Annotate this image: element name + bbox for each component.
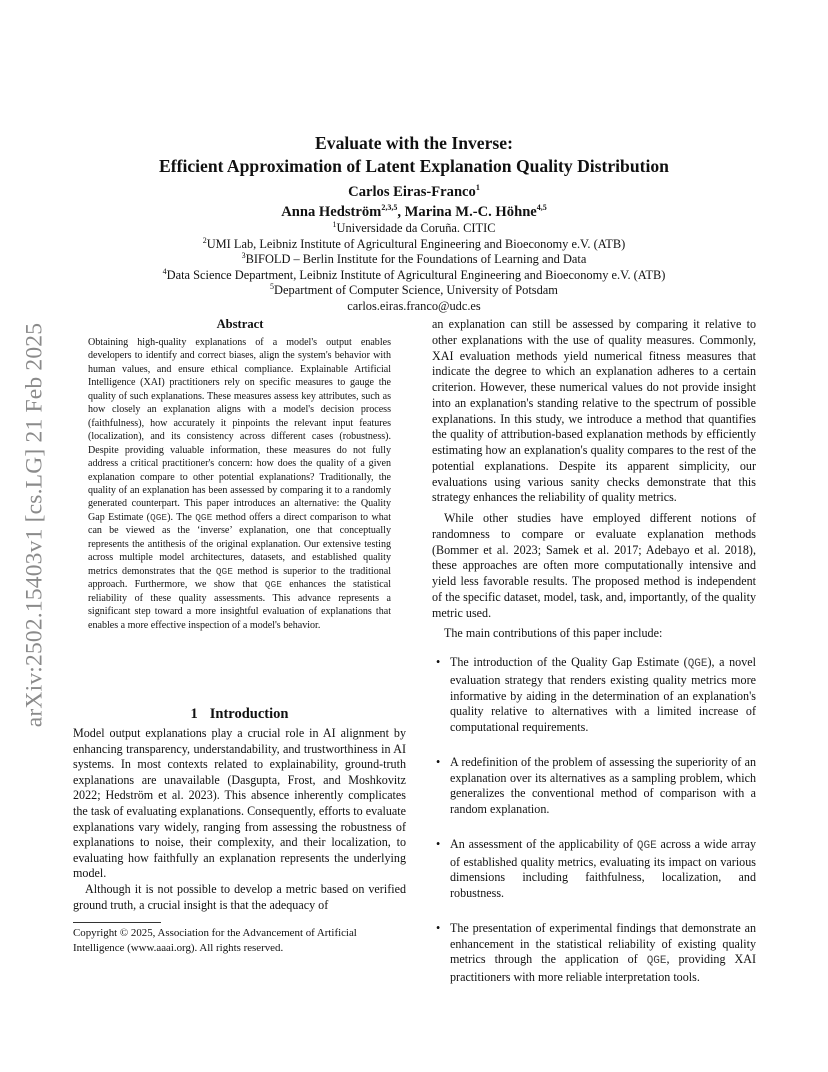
method-name: QGE	[215, 565, 233, 577]
arxiv-id: arXiv:2502.15403v1 [cs.LG] 21 Feb 2025	[21, 322, 48, 728]
author-affil-mark: 2,3,5	[381, 203, 398, 213]
author-name: Anna Hedström	[281, 204, 382, 220]
affil-mark: 3	[241, 251, 246, 261]
abstract-body	[88, 336, 391, 632]
bullet-icon: •	[436, 836, 441, 851]
affil-mark: 2	[202, 235, 207, 245]
abstract-text: enhances the statistical reliability of these quality assessments. This advance represents a significant step toward a more insightful evaluation of explanations that enables a more effective inspection of a model's behavior.	[88, 579, 391, 631]
list-item	[432, 755, 756, 818]
item-text: An assessment of the applicability of	[450, 836, 637, 851]
affiliation	[80, 283, 748, 299]
abstract-text: ). The	[167, 511, 196, 523]
method-name: QGE	[264, 579, 282, 591]
abstract-text: method is superior to the traditional approach. Furthermore, we show that	[88, 565, 391, 591]
affil-mark: 5	[270, 282, 275, 292]
author-affil-mark: 4,5	[536, 203, 547, 213]
footnote-rule	[73, 922, 161, 923]
paragraph: Although it is not possible to develop a metric based on verified ground truth, a crucial insight is that the adequacy of	[73, 881, 406, 912]
method-name: QGE	[150, 511, 168, 523]
affil-mark: 1	[332, 219, 337, 229]
contact-email: carlos.eiras.franco@udc.es	[347, 298, 481, 313]
author-affil-mark: 1	[475, 183, 480, 193]
item-text: ), a novel evaluation strategy that renders existing quality metrics more informative by aiding in the determination of an explanation's quality relative to alternatives with a limited increase of computational requirements.	[450, 655, 756, 734]
list-item	[432, 921, 756, 986]
paragraph: an explanation can still be assessed by comparing it relative to other explanations with the use of quality measures. Commonly, XAI evaluation methods yield numerical fitness measures that indicate the degree to which an explanation adheres to a certain criterion. However, these numerical values do not provide insight into an explanation's standing relative to the spectrum of possible explanations. In this study, we introduce a method that quantifies the quality of attribution-based explanation methods by efficiently estimating how an explanation's quality compares to the rest of the potential explanations. Despite its apparent simplicity, our evaluations using various sanity checks demonstrate that this strategy enhances the reliability of quality metrics.	[432, 317, 756, 505]
bullet-icon: •	[436, 754, 441, 769]
section-heading-introduction	[73, 706, 406, 723]
method-name: QGE	[636, 839, 657, 852]
affil-text: Department of Computer Science, University of Potsdam	[274, 283, 558, 298]
section-number: 1	[190, 706, 198, 722]
copyright-footnote: Copyright © 2025, Association for the Advancement of Artificial Intelligence (www.aaai.org). All rights reserved.	[73, 927, 357, 954]
right-column	[432, 317, 756, 1005]
item-text: A redefinition of the problem of assessing the superiority of an explanation over its alternatives as a sampling problem, which generalizes the conventional method of comparison with a random explanation.	[450, 754, 756, 816]
affiliation	[80, 221, 748, 237]
item-text: , providing XAI practitioners with more reliable interpretation tools.	[450, 952, 756, 984]
item-text: The presentation of experimental findings that demonstrate an enhancement in the statistical reliability of existing quality metrics through the application of	[450, 920, 756, 967]
paragraph: The main contributions of this paper include:	[444, 626, 663, 641]
arxiv-watermark	[18, 290, 52, 760]
list-item	[432, 837, 756, 902]
affiliation	[80, 252, 748, 268]
bullet-icon: •	[436, 655, 441, 669]
author-list	[90, 182, 738, 222]
author-line-1	[90, 182, 738, 202]
introduction-body	[73, 726, 406, 913]
item-text: across a wide array of established quality metrics, evaluating its impact on various dimensions including faithfulness, localization, and robustness.	[450, 836, 756, 900]
abstract-text: method offers a direct comparison to what can be viewed as the ‘inverse’ explanation, one that conceptually represents the antithesis of the original explanation. Our extensive testing across multiple model architectures, datasets, and established quality metrics demonstrates that the	[88, 511, 391, 577]
abstract-text: Obtaining high-quality explanations of a model's output enables developers to identify and correct biases, align the system's behavior with human values, and ensure ethical compliance. Explainable Artificial Intelligence (XAI) practitioners rely on specific measures to gauge the quality of such explanations. These measures assess key attributes, such as how closely an explanation aligns with a model's decision process (faithfulness), how accurately it pinpoints the relevant input features (localization), and its consistency across different cases (robustness). Despite providing valuable information, these measures do not fully address a critical practitioner's concern: how does the quality of a given explanation compare to other potential explanations? Traditionally, the quality of an explanation has been assessed by comparing it to a randomly generated counterpart. This paper introduces an alternative: the Quality Gap Estimate (	[88, 337, 391, 523]
item-text: The introduction of the Quality Gap Estimate (	[450, 655, 688, 669]
method-name: QGE	[195, 511, 213, 523]
affil-text: Data Science Department, Leibniz Institute of Agricultural Engineering and Bioeconomy e.V. (ATB)	[166, 267, 666, 282]
affil-mark: 4	[162, 266, 167, 276]
bullet-icon: •	[436, 920, 441, 935]
affil-text: Universidade da Coruña. CITIC	[336, 221, 496, 235]
method-name: QGE	[646, 955, 667, 968]
affiliation	[80, 268, 748, 284]
paragraph: While other studies have employed different notions of randomness to compare or evaluate explanation methods (Bommer et al. 2023; Samek et al. 2017; Adebayo et al. 2018), these approaches are often more computationally intensive and yield less favorable results. The proposed method is independent of the specific dataset, model, task, and, importantly, of the quality metric used.	[432, 511, 756, 620]
paragraph: Model output explanations play a crucial role in AI alignment by enhancing transparency, understandability, and trustworthiness in AI systems. In most contexts related to explainability, ground-truth explanations are unavailable (Dasgupta, Frost, and Moshkovitz 2022; Hedström et al. 2023). This absence inherently complicates the task of evaluating explanations. Consequently, efforts to evaluate explanations vary widely, ranging from assessing the robustness of explanations to noise, their complexity, and their localization, to evaluating how faithfully an explanation represents the underlying model.	[73, 726, 406, 881]
author-separator: ,	[397, 204, 405, 220]
abstract-heading: Abstract	[216, 317, 264, 331]
paper-title	[90, 132, 738, 178]
author-line-2	[90, 202, 738, 222]
list-item	[432, 655, 756, 736]
author-name: Marina M.-C. Höhne	[404, 204, 537, 220]
section-title: Introduction	[209, 706, 289, 722]
affil-text: BIFOLD – Berlin Institute for the Foundations of Learning and Data	[245, 252, 587, 267]
affil-text: UMI Lab, Leibniz Institute of Agricultural Engineering and Bioeconomy e.V. (ATB)	[206, 236, 626, 251]
title-line-2: Efficient Approximation of Latent Explanation Quality Distribution	[159, 156, 669, 176]
affiliations	[80, 221, 748, 315]
method-name: QGE	[687, 658, 708, 670]
contributions-list	[432, 655, 756, 986]
affiliation	[80, 237, 748, 253]
title-line-1: Evaluate with the Inverse:	[315, 133, 513, 153]
author-name: Carlos Eiras-Franco	[348, 184, 476, 200]
